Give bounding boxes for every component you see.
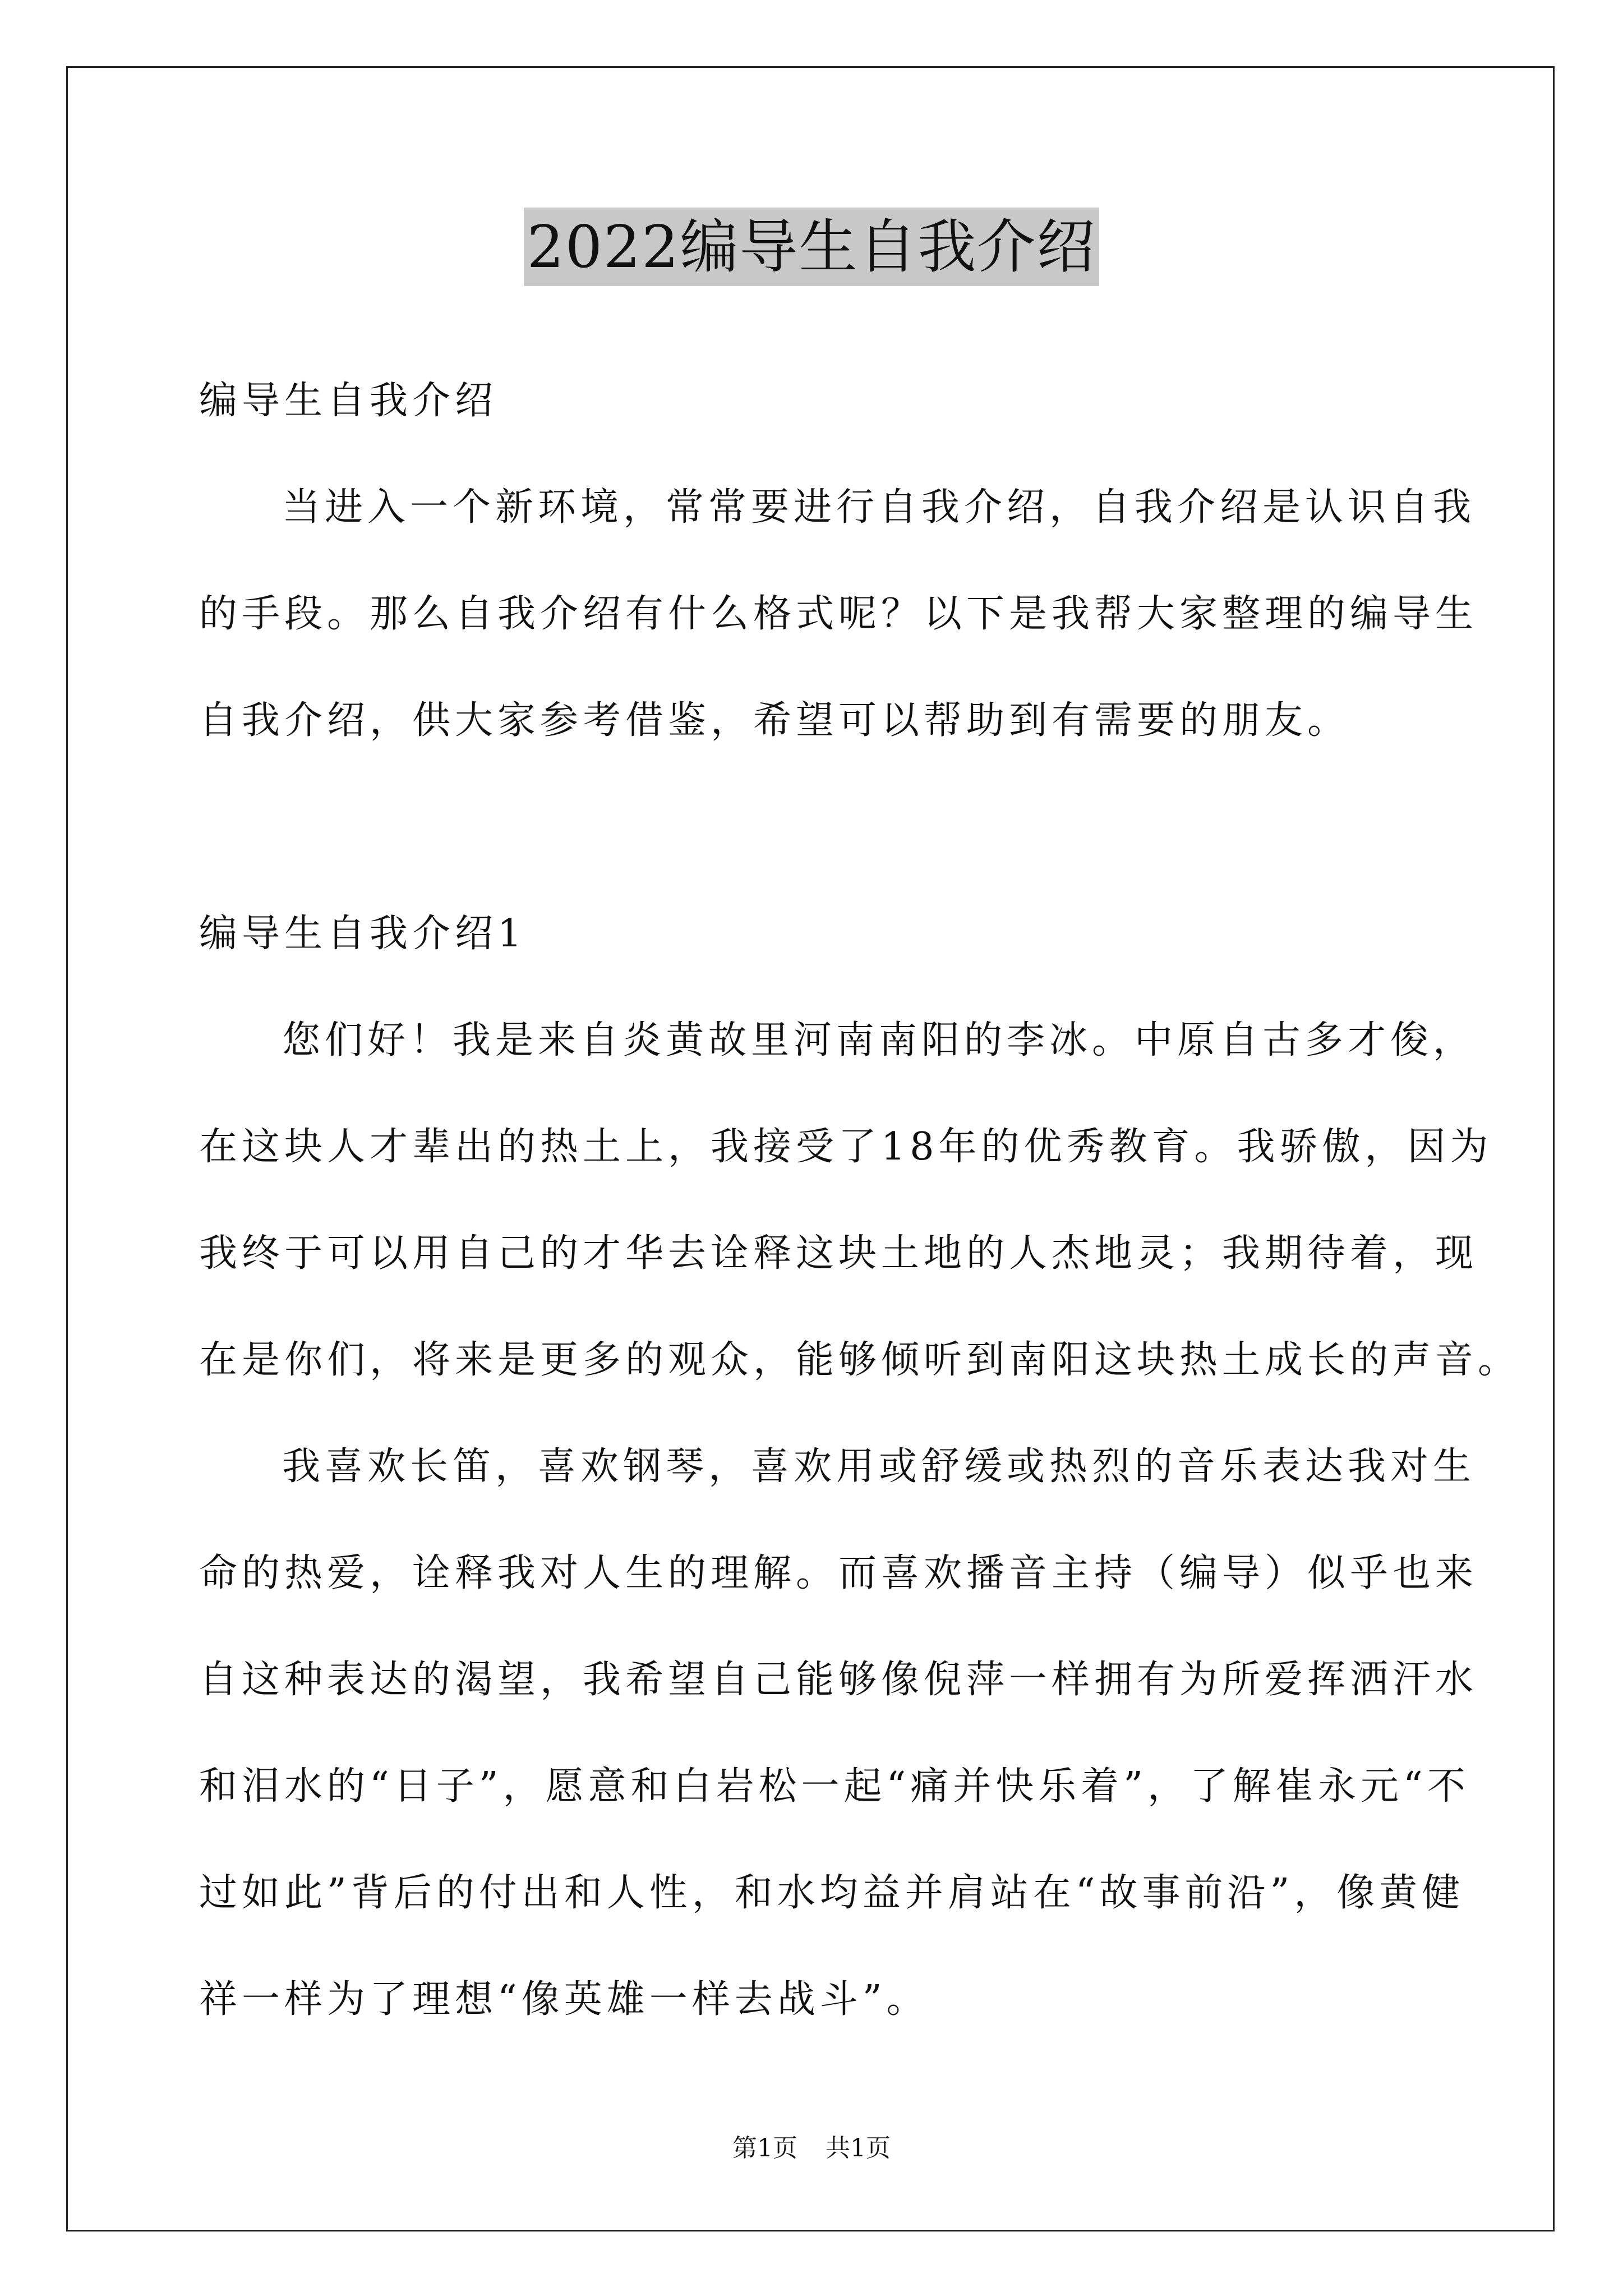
paragraph-line: 您们好！我是来自炎黄故里河南南阳的李冰。中原自古多才俊， <box>282 1018 1476 1062</box>
page-number: 第1页 <box>732 2134 797 2162</box>
page-total: 共1页 <box>826 2134 891 2162</box>
title-container <box>0 208 1623 286</box>
document-title: 2022编导生自我介绍 <box>524 208 1100 286</box>
sub-heading: 编导生自我介绍1 <box>199 912 527 956</box>
paragraph-line: 我终于可以用自己的才华去诠释这块土地的人杰地灵；我期待着，现 <box>199 1231 1478 1276</box>
document-body <box>199 348 1521 2053</box>
paragraph-line: 在这块人才辈出的热土上，我接受了18年的优秀教育。我骄傲，因为 <box>199 1125 1493 1169</box>
page-footer <box>0 2132 1623 2165</box>
paragraph-line: 自这种表达的渴望，我希望自己能够像倪萍一样拥有为所爱挥洒汗水 <box>199 1658 1478 1702</box>
paragraph-line: 过如此”背后的付出和人性，和水均益并肩站在“故事前沿”，像黄健 <box>199 1871 1465 1915</box>
paragraph-line: 我喜欢长笛，喜欢钢琴，喜欢用或舒缓或热烈的音乐表达我对生 <box>282 1444 1476 1489</box>
intro-line: 的手段。那么自我介绍有什么格式呢？以下是我帮大家整理的编导生 <box>199 592 1478 636</box>
intro-line: 自我介绍，供大家参考借鉴，希望可以帮助到有需要的朋友。 <box>199 698 1350 743</box>
paragraph-line: 和泪水的“日子”，愿意和白岩松一起“痛并快乐着”，了解崔永元“不 <box>199 1764 1470 1809</box>
intro-line: 当进入一个新环境，常常要进行自我介绍，自我介绍是认识自我 <box>282 485 1476 530</box>
paragraph-line: 在是你们，将来是更多的观众，能够倾听到南阳这块热土成长的声音。 <box>199 1338 1521 1382</box>
paragraph-gap <box>199 774 1433 881</box>
paragraph-line: 祥一样为了理想“像英雄一样去战斗”。 <box>199 1977 929 2022</box>
paragraph-line: 命的热爱，诠释我对人生的理解。而喜欢播音主持（编导）似乎也来 <box>199 1551 1478 1595</box>
section-heading: 编导生自我介绍 <box>199 379 498 423</box>
